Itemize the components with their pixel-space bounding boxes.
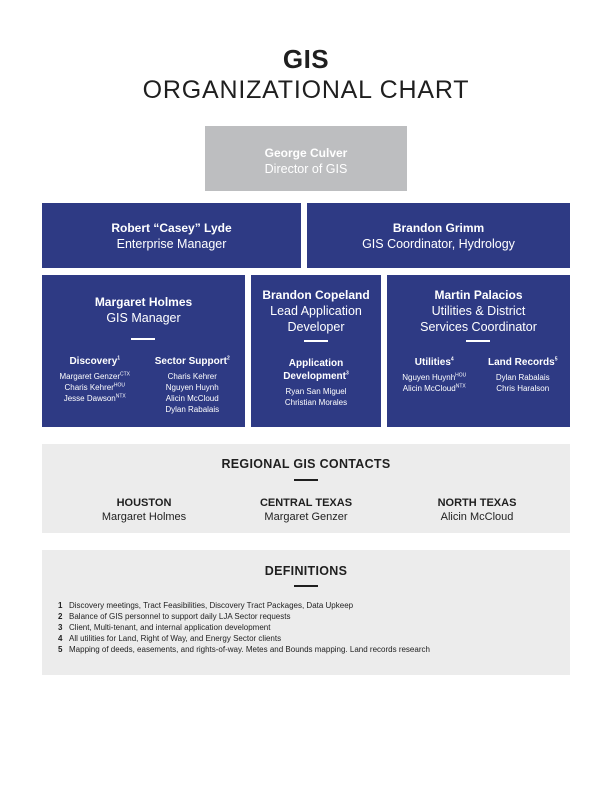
- team-member: Chris Haralson: [496, 384, 550, 393]
- gis-coordinator-role: GIS Coordinator, Hydrology: [362, 237, 515, 251]
- utilities-coordinator-box: [387, 275, 570, 427]
- team-member: Nguyen Huynh: [165, 383, 219, 392]
- definitions-title: DEFINITIONS: [264, 564, 348, 578]
- lead-developer-role-line1: Lead Application: [270, 304, 362, 318]
- chart-title: GIS: [282, 44, 330, 74]
- gis-coordinator-name: Brandon Grimm: [392, 221, 485, 235]
- region-contact: Margaret Holmes: [101, 511, 187, 523]
- team-member: Alicin McCloud$^{NTX}$: [402, 383, 466, 393]
- enterprise-manager-box: [42, 203, 301, 268]
- region-central-texas: [226, 496, 386, 524]
- chart-subtitle: ORGANIZATIONAL CHART: [142, 76, 470, 104]
- utilities-coordinator-name: Martin Palacios: [434, 288, 523, 302]
- team-member: Christian Morales: [284, 398, 348, 407]
- divider: [294, 479, 318, 481]
- definitions-list: [58, 600, 430, 655]
- region-name: HOUSTON: [116, 497, 172, 509]
- utilities-group: [390, 356, 479, 394]
- gis-manager-name: Margaret Holmes: [94, 295, 193, 309]
- team-member: Margaret Genzer$^{CTX}$: [59, 371, 130, 381]
- discovery-label: Discovery$^1$: [69, 355, 121, 367]
- region-name: NORTH TEXAS: [437, 497, 517, 509]
- utilities-coordinator-role-line2: Services Coordinator: [420, 320, 537, 334]
- discovery-group: [46, 355, 144, 415]
- director-name: George Culver: [264, 146, 348, 160]
- divider: [304, 340, 328, 342]
- region-contact: Margaret Genzer: [264, 511, 348, 523]
- team-member: Jesse Dawson$^{NTX}$: [63, 393, 126, 403]
- app-dev-label-line1: Application: [288, 358, 344, 369]
- app-dev-group: [251, 357, 381, 408]
- enterprise-manager-role: Enterprise Manager: [116, 237, 227, 251]
- definition-item: 4 All utilities for Land, Right of Way, and Energy Sector clients: [58, 634, 282, 643]
- regional-contacts-title: REGIONAL GIS CONTACTS: [221, 457, 391, 471]
- regional-contacts-panel: [42, 444, 570, 533]
- utilities-coordinator-role-line1: Utilities & District: [431, 304, 526, 318]
- team-member: Alicin McCloud: [165, 394, 219, 403]
- definition-item: 2 Balance of GIS personnel to support daily LJA Sector requests: [58, 612, 291, 621]
- definition-item: 5 Mapping of deeds, easements, and rights-of-way. Metes and Bounds mapping. Land records research: [58, 645, 430, 654]
- team-member: Charis Kehrer$^{HOU}$: [64, 382, 125, 392]
- director-role: Director of GIS: [264, 162, 348, 176]
- team-member: Dylan Rabalais: [495, 373, 550, 382]
- lead-developer-role-line2: Developer: [287, 320, 345, 334]
- team-member: Nguyen Huynh$^{HOU}$: [402, 372, 467, 382]
- divider: [466, 340, 490, 342]
- lead-developer-box: [251, 275, 381, 427]
- team-member: Ryan San Miguel: [285, 387, 347, 396]
- team-member: Charis Kehrer: [167, 372, 217, 381]
- director-box: [205, 126, 407, 191]
- region-contact: Alicin McCloud: [440, 511, 514, 523]
- definition-item: 3 Client, Multi-tenant, and internal application development: [58, 623, 271, 632]
- gis-manager-role: GIS Manager: [106, 311, 181, 325]
- gis-coordinator-box: [307, 203, 570, 268]
- region-north-texas: [397, 496, 557, 524]
- enterprise-manager-name: Robert “Casey” Lyde: [111, 221, 232, 235]
- app-dev-label-line2: Development$^3$: [283, 370, 349, 382]
- land-records-label: Land Records$^5$: [488, 356, 558, 368]
- land-records-group: [479, 356, 568, 394]
- definition-item: 1 Discovery meetings, Tract Feasibilities, Discovery Tract Packages, Data Upkeep: [58, 601, 354, 610]
- divider: [294, 585, 318, 587]
- sector-support-label: Sector Support$^2$: [154, 355, 230, 367]
- gis-manager-box: [42, 275, 245, 427]
- region-houston: [64, 496, 224, 524]
- sector-support-group: [144, 355, 242, 415]
- lead-developer-name: Brandon Copeland: [262, 288, 370, 302]
- utilities-label: Utilities$^4$: [414, 356, 454, 368]
- team-member: Dylan Rabalais: [165, 405, 220, 414]
- region-name: CENTRAL TEXAS: [259, 497, 353, 509]
- divider: [131, 338, 155, 340]
